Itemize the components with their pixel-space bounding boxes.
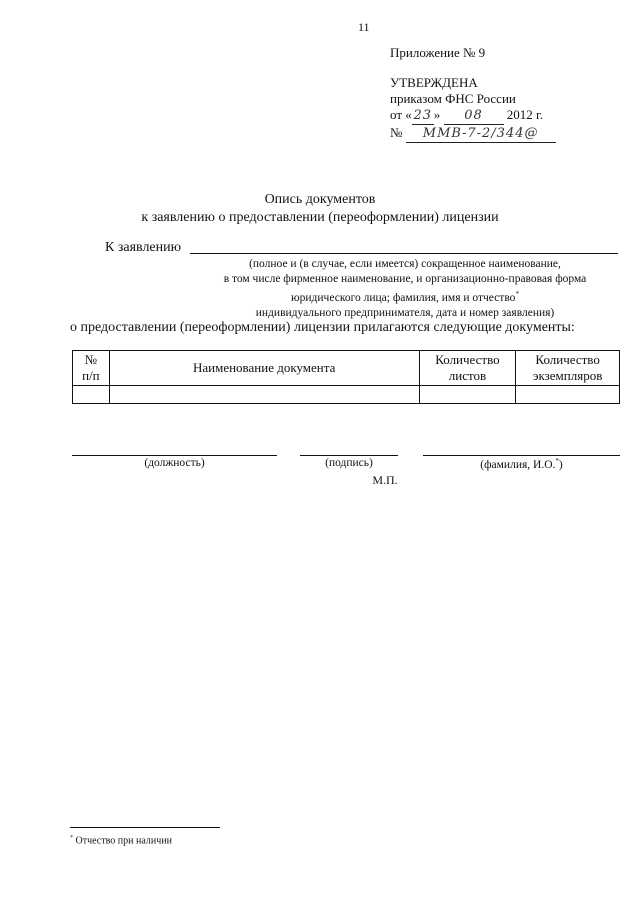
cell-copies[interactable]	[516, 386, 620, 404]
cell-document-name[interactable]	[109, 386, 419, 404]
approval-block	[390, 45, 556, 143]
attached-documents-text: о предоставлении (переоформлении) лицензии прилагаются следующие документы:	[70, 320, 575, 335]
signature-label: (подпись)	[325, 457, 373, 469]
order-number: ММВ-7-2/344@	[406, 126, 556, 143]
header-sheets: Количество листов	[419, 351, 516, 386]
header-number: № п/п	[73, 351, 110, 386]
applicant-hint: (полное и (в случае, если имеется) сокращенное наименование, в том числе фирменное наименование, и организационно-правовая форма юридического лица; фамилия, имя и отчество* индивидуального предпринимателя, дата и номер заявления)	[223, 258, 587, 319]
page-number: 11	[358, 20, 370, 34]
signature-line[interactable]	[300, 455, 398, 456]
date-day: 23	[413, 108, 433, 123]
header-document-name: Наименование документа	[109, 351, 419, 386]
asterisk-mark: *	[515, 290, 519, 298]
stamp-label: М.П.	[372, 473, 398, 487]
title-line-2: к заявлению о предоставлении (переоформлении) лицензии	[141, 210, 499, 225]
footnote-separator	[70, 827, 220, 828]
appendix-label: Приложение № 9	[390, 45, 486, 60]
cell-number[interactable]	[73, 386, 110, 404]
to-application-label: К заявлению	[105, 240, 182, 255]
table-row	[73, 386, 620, 404]
date-year: 2012 г.	[506, 107, 544, 122]
footnote: * Отчество при наличии	[70, 835, 172, 847]
page-title	[0, 191, 640, 227]
title-line-1: Опись документов	[264, 192, 376, 207]
position-label: (должность)	[144, 457, 205, 469]
name-line[interactable]	[423, 455, 620, 456]
documents-table	[72, 350, 620, 404]
cell-sheets[interactable]	[419, 386, 516, 404]
date-month: 08	[444, 108, 504, 125]
approval-date: от « 23 » 08 2012 г.	[390, 107, 544, 123]
approved-label: УТВЕРЖДЕНА	[390, 75, 478, 90]
table-header-row	[73, 351, 620, 386]
position-line[interactable]	[72, 455, 277, 456]
order-label: приказом ФНС России	[390, 91, 516, 106]
approval-number: № ММВ-7-2/344@	[390, 125, 556, 143]
header-copies: Количество экземпляров	[516, 351, 620, 386]
name-label: (фамилия, И.О.*)	[480, 457, 563, 471]
applicant-fill-line[interactable]	[190, 253, 618, 254]
